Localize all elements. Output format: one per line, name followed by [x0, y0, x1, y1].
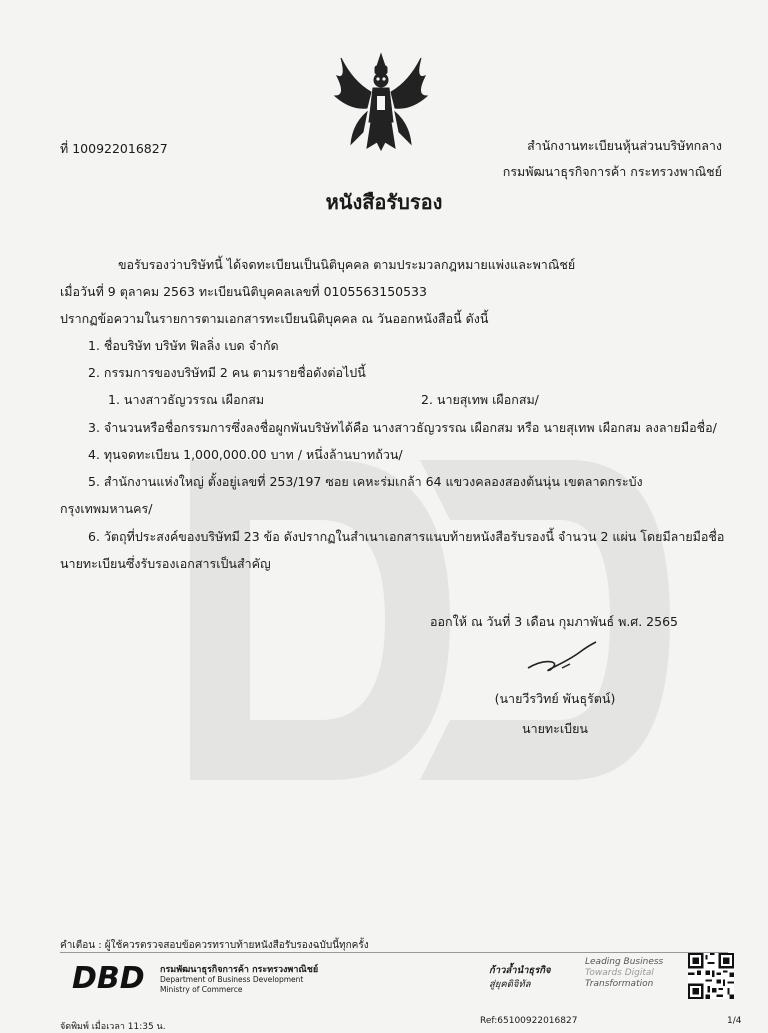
slogan-en-line2: Towards Digital — [585, 968, 654, 978]
dbd-logo — [72, 960, 158, 992]
dbd-name-en: Department of Business Development — [160, 975, 304, 984]
registrar-name: (นายวีรวิทย์ พันธุรัตน์) — [494, 691, 616, 706]
item-company-name: 1. ชื่อบริษัท บริษัท ฟิลลิ่ง เบด จำกัด — [88, 338, 279, 353]
footer-divider — [60, 952, 728, 953]
registrar-role: นายทะเบียน — [522, 721, 588, 736]
dbd-name-th: กรมพัฒนาธุรกิจการค้า กระทรวงพาณิชย์ — [160, 965, 319, 975]
slogan-th-line2: สู่ยุคดิจิทัล — [489, 979, 531, 990]
intro-line3: ปรากฏข้อความในรายการตามเอกสารทะเบียนนิติบุคคล ณ วันออกหนังสือนี้ ดังนี้ — [60, 311, 489, 326]
item-objectives: 6. วัตถุที่ประสงค์ของบริษัทมี 23 ข้อ ดังปรากฏในสำเนาเอกสารแนบท้ายหนังสือรับรองนี้ จำนวน 2 แผ่น โดยมีลายมือชื่อ — [88, 529, 725, 544]
reference-number: Ref:65100922016827 — [480, 1016, 578, 1026]
issuing-office-line1: สำนักงานทะเบียนหุ้นส่วนบริษัทกลาง — [527, 138, 722, 153]
item-signing-authority: 3. จำนวนหรือชื่อกรรมการซึ่งลงชื่อผูกพันบริษัทได้คือ นางสาวธัญวรรณ เผือกสม หรือ นายสุเทพ เผือกสม ลงลายมือชื่อ/ — [88, 420, 717, 435]
item-objectives-cont: นายทะเบียนซึ่งรับรองเอกสารเป็นสำคัญ — [60, 556, 271, 571]
issuing-office-line2: กรมพัฒนาธุรกิจการค้า กระทรวงพาณิชย์ — [502, 164, 722, 179]
page-number: 1/4 — [727, 1016, 742, 1026]
item-registered-capital: 4. ทุนจดทะเบียน 1,000,000.00 บาท / หนึ่งล้านบาทถ้วน/ — [88, 447, 403, 462]
signature-mark — [522, 638, 602, 678]
printed-time: จัดพิมพ์ เมื่อเวลา 11:35 น. — [60, 1022, 166, 1032]
item-directors: 2. กรรมการของบริษัทมี 2 คน ตามรายชื่อดังต่อไปนี้ — [88, 365, 366, 380]
dbd-ministry-en: Ministry of Commerce — [160, 985, 243, 994]
item-head-office: 5. สำนักงานแห่งใหญ่ ตั้งอยู่เลขที่ 253/197 ซอย เคหะร่มเกล้า 64 แขวงคลองสองต้นนุ่น เขตลาดกระบัง — [88, 474, 643, 489]
slogan-th-line1: ก้าวล้ำนำธุรกิจ — [489, 965, 551, 976]
slogan-en-line1: Leading Business — [585, 957, 664, 967]
intro-line1: ขอรับรองว่าบริษัทนี้ ได้จดทะเบียนเป็นนิติบุคคล ตามประมวลกฎหมายแพ่งและพาณิชย์ — [118, 257, 576, 272]
svg-text:DBD: DBD — [72, 961, 145, 992]
footer-warning: คำเตือน : ผู้ใช้ควรตรวจสอบข้อควรทราบท้ายหนังสือรับรองฉบับนี้ทุกครั้ง — [60, 940, 369, 951]
qr-code-icon — [688, 953, 734, 999]
page-title: หนังสือรับรอง — [325, 190, 443, 214]
document-number: ที่ 100922016827 — [60, 141, 168, 156]
garuda-emblem-icon — [333, 52, 429, 152]
slogan-en-line3: Transformation — [585, 979, 654, 989]
item-head-office-cont: กรุงเทพมหานคร/ — [60, 501, 153, 516]
intro-line2: เมื่อวันที่ 9 ตุลาคม 2563 ทะเบียนนิติบุคคลเลขที่ 0105563150533 — [60, 284, 427, 299]
issued-date: ออกให้ ณ วันที่ 3 เดือน กุมภาพันธ์ พ.ศ. 2565 — [430, 614, 678, 629]
director-1: 1. นางสาวธัญวรรณ เผือกสม — [108, 392, 265, 407]
director-2: 2. นายสุเทพ เผือกสม/ — [421, 392, 539, 407]
